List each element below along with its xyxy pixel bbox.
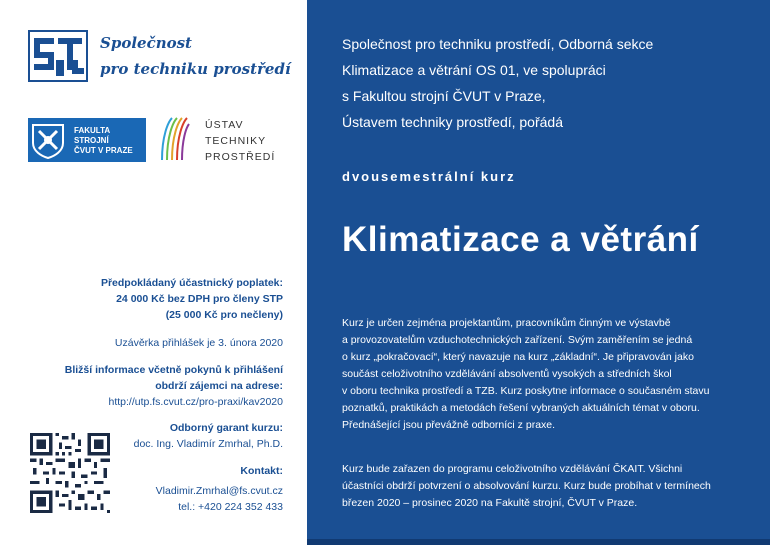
para1-line: součást celoživotního vzdělávání absolventů vysokých a středních škol xyxy=(342,368,672,380)
fee-block xyxy=(101,275,283,323)
cvut-line1: FAKULTA xyxy=(74,126,111,135)
left-panel xyxy=(0,0,307,545)
intro-line1: Společnost pro techniku prostředí, Odborná sekce xyxy=(342,36,654,52)
para2-line: účastníci obdrží potvrzení o absolvování kurzu. Kurz bude probíhat v termínech xyxy=(342,480,711,492)
deadline: Uzávěrka přihlášek je 3. února 2020 xyxy=(114,337,283,349)
para2-line: březen 2020 – prosinec 2020 na Fakultě strojní, ČVUT v Praze. xyxy=(342,497,638,509)
stp-logo-icon xyxy=(28,30,88,82)
description-paragraph-1 xyxy=(342,315,752,434)
more-info-line1: Bližší informace včetně pokynů k přihlášení xyxy=(64,364,283,376)
more-info-block xyxy=(65,362,283,410)
right-panel xyxy=(307,0,770,545)
contact-heading: Kontakt: xyxy=(240,465,283,477)
fee-nonmembers: (25 000 Kč pro nečleny) xyxy=(165,309,283,321)
para1-line: v oboru technika prostředí a TZB. Kurz poskytne informace o současném stavu xyxy=(342,385,710,397)
cvut-logo xyxy=(28,118,146,162)
cvut-name xyxy=(74,126,133,156)
guarantor-name: doc. Ing. Vladimír Zmrhal, Ph.D. xyxy=(133,438,283,450)
intro-line2: Klimatizace a větrání OS 01, ve spolupráci xyxy=(342,62,606,78)
utp-line3: PROSTŘEDÍ xyxy=(205,151,276,163)
qr-code-icon xyxy=(30,433,110,513)
para1-line: poznatků, praktikách a metodách řešení vybraných aktuálních témat v oboru. xyxy=(342,402,700,414)
guarantor-block xyxy=(134,420,283,452)
more-info-line2: obdrží zájemci na adrese: xyxy=(155,380,283,392)
stp-name-line1: Společnost xyxy=(100,34,192,52)
utp-line2: TECHNIKY xyxy=(205,135,267,147)
more-info-url[interactable]: http://utp.fs.cvut.cz/pro-praxi/kav2020 xyxy=(108,396,283,408)
fee-members: 24 000 Kč bez DPH pro členy STP xyxy=(116,293,283,305)
utp-name xyxy=(205,117,275,165)
para1-line: Přednášející jsou převážně odborníci z praxe. xyxy=(342,419,556,431)
cvut-line2: STROJNÍ xyxy=(74,136,109,145)
para1-line: Kurz je určen zejména projektantům, pracovníkům činným ve výstavbě xyxy=(342,317,671,329)
intro-line4: Ústavem techniky prostředí, pořádá xyxy=(342,114,563,130)
guarantor-heading: Odborný garant kurzu: xyxy=(169,422,283,434)
para2-line: Kurz bude zařazen do programu celoživotního vzdělávání ČKAIT. Všichni xyxy=(342,463,683,475)
contact-block xyxy=(156,463,283,515)
intro-text xyxy=(342,31,653,135)
contact-phone: tel.: +420 224 352 433 xyxy=(178,501,283,513)
stp-name-line2: pro techniku prostředí xyxy=(100,60,291,78)
utp-line1: ÚSTAV xyxy=(205,119,244,131)
cvut-line3: ČVUT V PRAZE xyxy=(74,146,133,155)
cvut-emblem-icon xyxy=(31,121,65,159)
intro-line3: s Fakultou strojní ČVUT v Praze, xyxy=(342,88,546,104)
course-title: Klimatizace a větrání xyxy=(342,220,699,259)
contact-email[interactable]: Vladimir.Zmrhal@fs.cvut.cz xyxy=(155,485,283,497)
para1-line: o kurz „pokračovací“, který navazuje na kurz „základní“. Je připravován jako xyxy=(342,351,694,363)
course-subtitle: dvousemestrální kurz xyxy=(342,169,516,184)
description-paragraph-2 xyxy=(342,461,752,512)
utp-logo-icon xyxy=(158,116,190,162)
fee-heading: Předpokládaný účastnický poplatek: xyxy=(100,277,283,289)
para1-line: a provozovatelům vzduchotechnických zařízení. Svým zaměřením se jedná xyxy=(342,334,693,346)
bottom-bar xyxy=(307,539,770,545)
